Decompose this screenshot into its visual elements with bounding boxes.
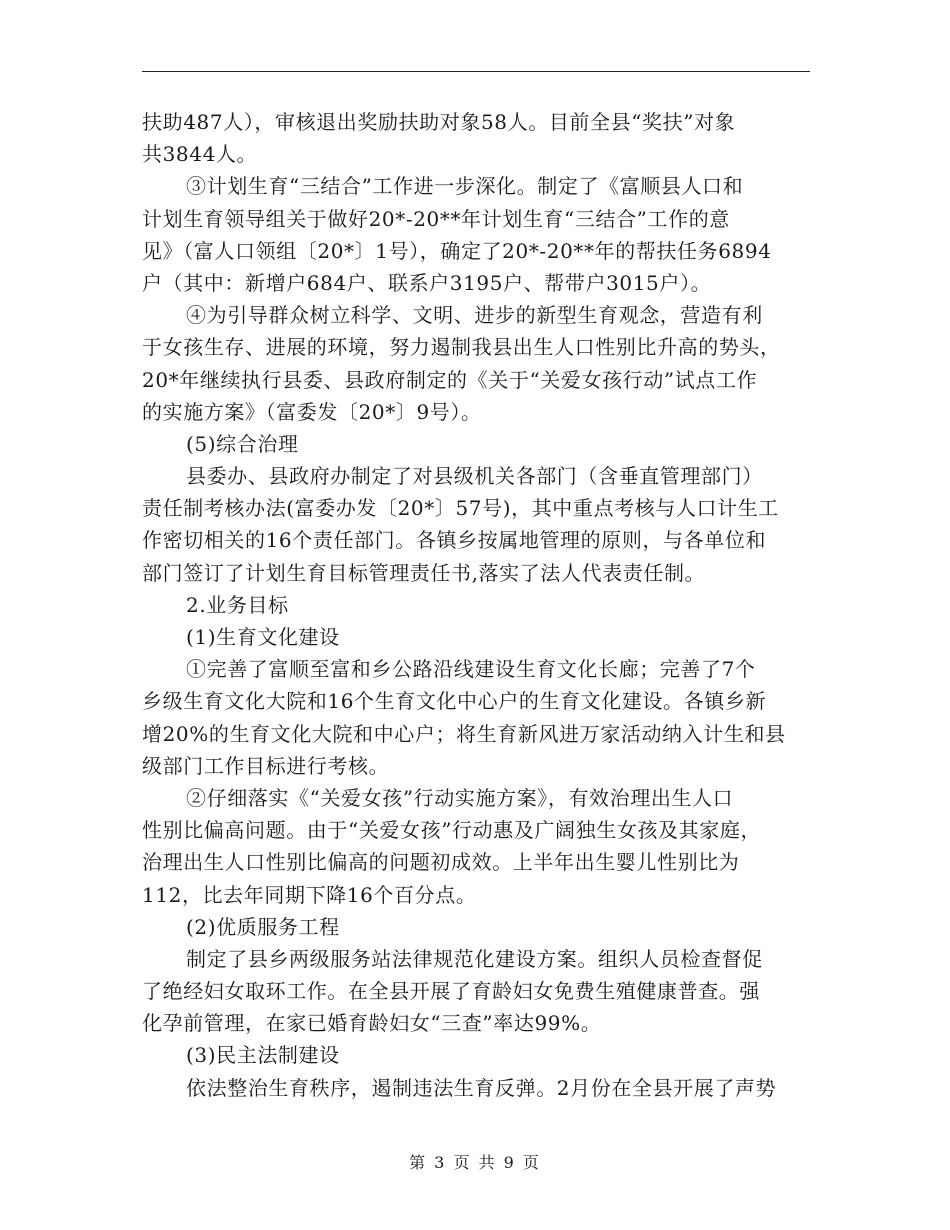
text-line: (1)生育文化建设 [186,625,340,649]
text-line: ②仔细落实《“关爱女孩”行动实施方案》，有效治理出生人口 [186,785,734,810]
header-rule [142,71,810,72]
text-line: 户（其中：新增户684户、联系户3195户、帮带户3015户）。 [142,270,712,295]
text-line: ③计划生育“三结合”工作进一步深化。制定了《富顺县人口和 [186,174,744,199]
text-line: 级部门工作目标进行考核。 [142,753,390,778]
text-line: 部门签订了计划生育目标管理责任书,落实了法人代表责任制。 [142,560,706,585]
text-line: ④为引导群众树立科学、文明、进步的新型生育观念，营造有利 [186,303,763,328]
text-line: 112，比去年同期下降16个百分点。 [142,882,477,907]
text-line: 乡级生育文化大院和16个生育文化中心户的生育文化建设。各镇乡新 [142,689,767,714]
text-line: 化孕前管理，在家已婚育龄妇女“三查”率达99%。 [142,1011,602,1036]
text-line: 2.业务目标 [186,592,289,617]
page-number: 第 3 页 共 9 页 [409,1153,541,1172]
text-line: 共3844人。 [142,142,258,167]
text-line: (5)综合治理 [186,431,299,456]
text-line: 作密切相关的16个责任部门。各镇乡按属地管理的原则，与各单位和 [142,528,767,553]
text-line: 责任制考核办法(富委办发〔20*〕57号)，其中重点考核与人口计生工 [142,496,779,521]
text-line: 制定了县乡两级服务站法律规范化建设方案。组织人员检查督促 [186,946,763,971]
text-line: 见》（富人口领组〔20*〕1号），确定了20*-20**年的帮扶任务6894 [142,238,772,263]
text-line: (3)民主法制建设 [186,1043,340,1068]
text-line: (2)优质服务工程 [186,914,340,939]
text-line: 20*年继续执行县委、县政府制定的《关于“关爱女孩行动”试点工作 [142,367,758,392]
text-line: 于女孩生存、进展的环境，努力遏制我县出生人口性别比升高的势头， [142,335,781,360]
text-line: 依法整治生育秩序，遏制违法生育反弹。2月份在全县开展了声势 [186,1075,777,1100]
text-line: 县委办、县政府办制定了对县级机关各部门（含垂直管理部门） [186,464,763,489]
text-line: ①完善了富顺至富和乡公路沿线建设生育文化长廊；完善了7个 [186,657,756,682]
text-line: 治理出生人口性别比偏高的问题初成效。上半年出生婴儿性别比为 [142,850,740,875]
text-line: 计划生育领导组关于做好20*-20**年计划生育“三结合”工作的意 [142,206,730,231]
text-line: 增20%的生育文化大院和中心户；将生育新风进万家活动纳入计生和县 [142,721,786,746]
text-line: 了绝经妇女取环工作。在全县开展了育龄妇女免费生殖健康普查。强 [142,979,760,1004]
document-body [142,106,812,1104]
text-line: 性别比偏高问题。由于“关爱女孩”行动惠及广阔独生女孩及其家庭， [142,818,762,843]
text-line: 扶助487人），审核退出奖励扶助对象58人。目前全县“奖扶”对象 [142,110,736,134]
text-line: 的实施方案》（富委发〔20*〕9号）。 [142,399,482,424]
